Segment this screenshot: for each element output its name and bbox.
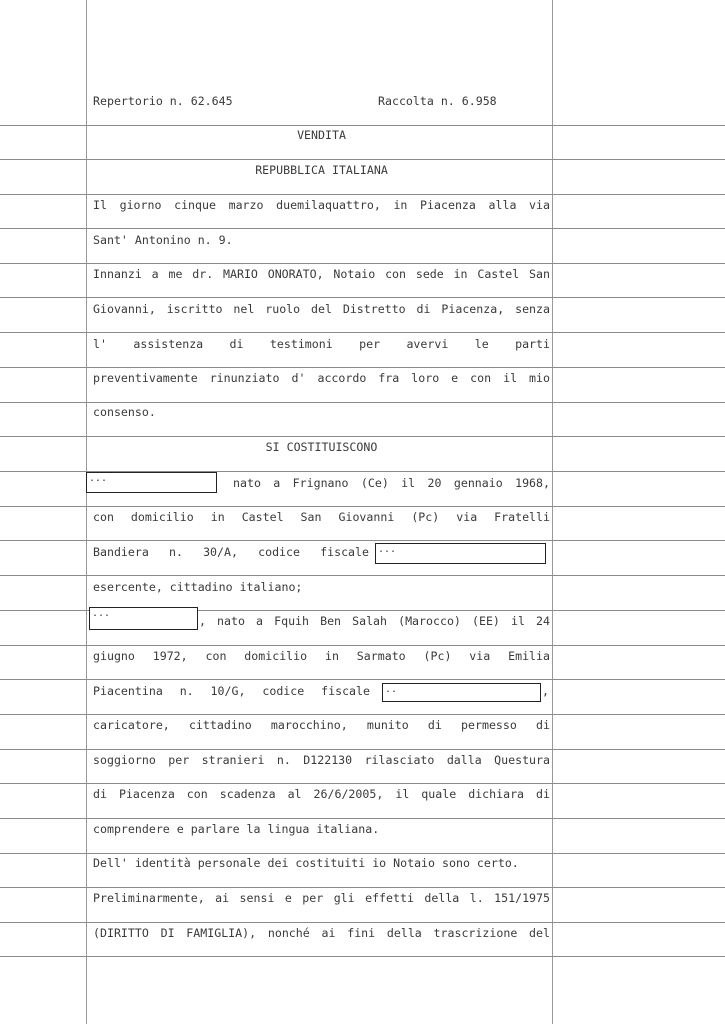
text-line: Preliminarmente, ai sensi e per gli effetti della l. 151/1975 <box>93 891 550 905</box>
row-rule <box>0 540 725 541</box>
row-rule <box>0 506 725 507</box>
row-rule <box>0 714 725 715</box>
row-rule <box>0 679 725 680</box>
text-line: Piacentina n. 10/G, codice fiscale <box>93 684 370 698</box>
row-rule <box>0 575 725 576</box>
text-line: Bandiera n. 30/A, codice fiscale <box>93 545 369 559</box>
redacted-fiscal-code-box: .. <box>382 683 541 702</box>
republic-heading: REPUBBLICA ITALIANA <box>255 163 388 177</box>
row-rule <box>0 402 725 403</box>
text-line: comprendere e parlare la lingua italiana. <box>93 822 380 836</box>
row-rule <box>0 645 725 646</box>
left-margin-rule <box>86 0 87 1024</box>
header-line <box>93 94 550 108</box>
text-line: di Piacenza con scadenza al 26/6/2005, il quale dichiara di <box>93 787 550 801</box>
row-rule <box>0 818 725 819</box>
row-rule <box>0 228 725 229</box>
text-line: caricatore, cittadino marocchino, munito di permesso di <box>93 718 550 732</box>
redacted-fiscal-code-box: ... <box>375 543 546 564</box>
text-line: (DIRITTO DI FAMIGLIA), nonché ai fini della trascrizione del <box>93 926 550 940</box>
text-line: l' assistenza di testimoni per avervi le parti <box>93 337 550 351</box>
text-line: preventivamente rinunziato d' accordo fra loro e con il mio <box>93 371 550 385</box>
text-line: , nato a Fquih Ben Salah (Marocco) (EE) il 24 <box>199 614 550 628</box>
row-rule <box>0 783 725 784</box>
row-rule <box>0 436 725 437</box>
row-rule <box>0 332 725 333</box>
text-line: esercente, cittadino italiano; <box>93 580 303 594</box>
row-rule <box>0 125 725 126</box>
text-line: nato a Frignano (Ce) il 20 gennaio 1968, <box>233 476 550 490</box>
text-line: Innanzi a me dr. MARIO ONORATO, Notaio con sede in Castel San <box>93 267 550 281</box>
text-line: giugno 1972, con domicilio in Sarmato (Pc) via Emilia <box>93 649 550 663</box>
row-rule <box>0 853 725 854</box>
right-margin-rule <box>552 0 553 1024</box>
text-line: Sant' Antonino n. 9. <box>93 233 233 247</box>
text-line: consenso. <box>93 405 156 419</box>
parties-heading: SI COSTITUISCONO <box>265 440 378 454</box>
row-rule <box>0 194 725 195</box>
redacted-name-box: ... <box>89 607 198 630</box>
comma: , <box>542 684 549 698</box>
row-rule <box>0 263 725 264</box>
row-rule <box>0 922 725 923</box>
row-rule <box>0 887 725 888</box>
text-line: con domicilio in Castel San Giovanni (Pc) via Fratelli <box>93 510 550 524</box>
repertorio-number: Repertorio n. 62.645 <box>93 94 233 108</box>
row-rule <box>0 367 725 368</box>
text-line: Giovanni, iscritto nel ruolo del Distretto di Piacenza, senza <box>93 302 550 316</box>
row-rule <box>0 749 725 750</box>
text-line: Dell' identità personale dei costituiti io Notaio sono certo. <box>93 856 519 870</box>
deed-title: VENDITA <box>297 128 346 142</box>
row-rule <box>0 159 725 160</box>
raccolta-number: Raccolta n. 6.958 <box>378 94 497 108</box>
text-line: soggiorno per stranieri n. D122130 rilasciato dalla Questura <box>93 753 550 767</box>
row-rule <box>0 956 725 957</box>
row-rule <box>0 297 725 298</box>
redacted-name-box: ... <box>86 472 217 493</box>
text-line: Il giorno cinque marzo duemilaquattro, in Piacenza alla via <box>93 198 550 212</box>
